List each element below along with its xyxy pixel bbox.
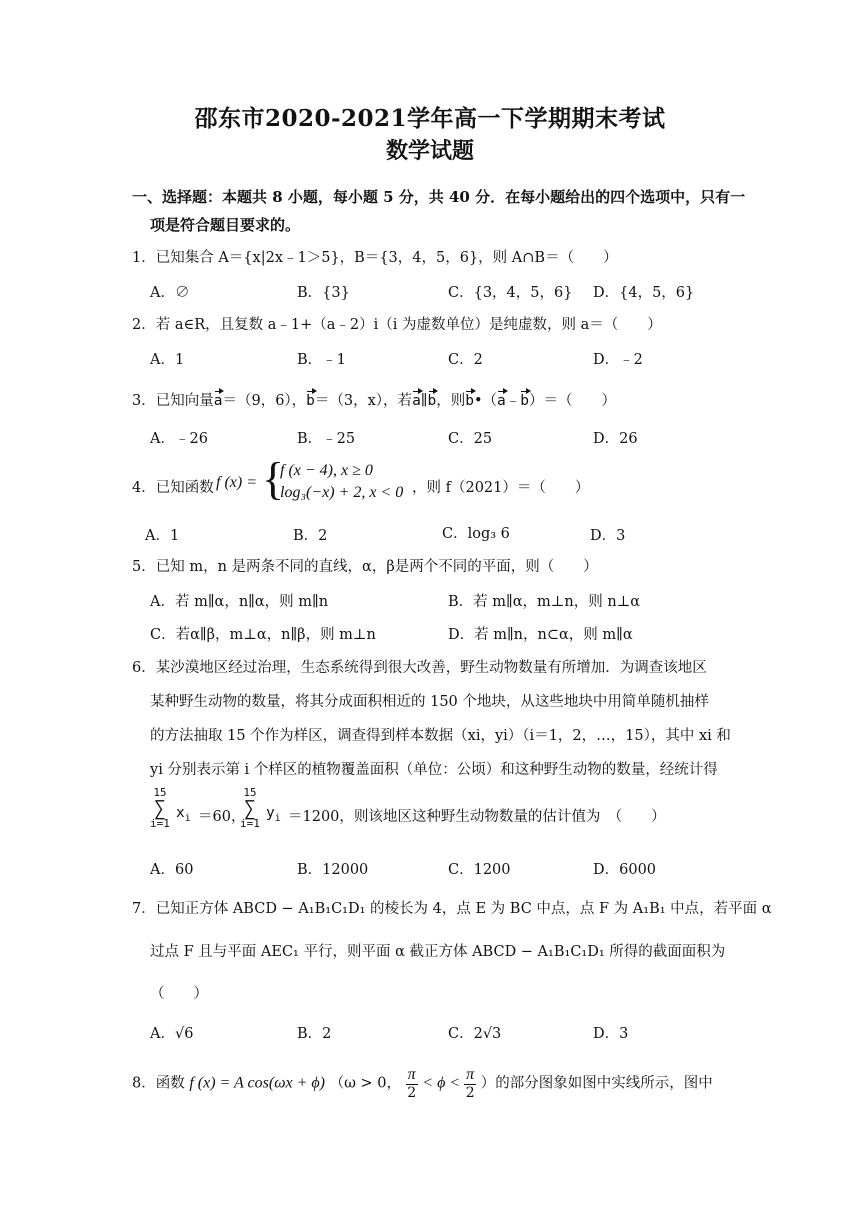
q1-option-a: A．∅ — [150, 285, 190, 301]
y-variable: y — [266, 805, 275, 821]
q3-part1: ＝（9，6）， — [222, 393, 307, 409]
question-4-prefix: 4．已知函数 — [132, 480, 214, 496]
q2-option-a: A．1 — [150, 352, 185, 368]
sigma-symbol: ∑ — [243, 796, 256, 820]
question-6-line-2: 某种野生动物的数量，将其分成面积相近的 150 个地块，从这些地块中用简单随机抽样 — [150, 694, 709, 710]
q1-option-c: C．{3，4，5，6} — [448, 285, 573, 301]
q3-option-b: B．﹣25 — [297, 431, 356, 447]
sigma-symbol: ∑ — [153, 796, 166, 820]
q2-option-b: B．﹣1 — [297, 352, 346, 368]
summation-x — [150, 787, 170, 829]
q8-prefix: 8．函数 — [132, 1075, 185, 1092]
sum-upper-limit: 15 — [243, 786, 257, 799]
question-3-stem — [132, 389, 616, 410]
minus-symbol: ﹣ — [505, 393, 521, 409]
piecewise-case-2: log₃(−x) + 2, x < 0 — [280, 484, 404, 501]
fraction-numerator: π — [407, 1066, 416, 1083]
vector-a: a — [497, 393, 506, 409]
q3-option-a: A．﹣26 — [150, 431, 208, 447]
q7-option-b: B．2 — [297, 1026, 332, 1042]
fraction-numerator: π — [466, 1066, 475, 1083]
q4-option-b: B．2 — [293, 528, 328, 544]
exam-subtitle: 数学试题 — [385, 138, 474, 164]
question-5-stem: 5．已知 m，n 是两条不同的直线，α，β是两个不同的平面，则（ ） — [132, 559, 598, 575]
q8-function: f (x) = A cos(ωx + ϕ) — [189, 1074, 325, 1092]
question-8-line-1 — [132, 1066, 713, 1101]
function-name: f (x) = — [216, 474, 257, 491]
vector-a: a — [412, 393, 421, 409]
q1-option-d: D．{4，5，6} — [593, 285, 695, 301]
question-7-line-2: 过点 F 且与平面 AEC₁ 平行，则平面 α 截正方体 ABCD − A₁B₁C₁D₁ 所得的截面面积为 — [150, 944, 726, 960]
sum-y-equals: ＝1200，则该地区这种野生动物数量的估计值为 （ ） — [288, 809, 666, 825]
q8-suffix: ）的部分图象如图中实线所示，图中 — [480, 1075, 713, 1092]
q6-option-d: D．6000 — [593, 862, 657, 878]
vector-b: b — [520, 393, 529, 409]
sum-lower-limit: i=1 — [240, 817, 260, 830]
question-1-stem: 1．已知集合 A＝{x|2x﹣1＞5}，B＝{3，4，5，6}，则 A∩B＝（ ） — [132, 250, 618, 266]
vector-b: b — [465, 393, 474, 409]
q3-part3: ，则 — [436, 393, 466, 409]
x-variable: x — [176, 805, 185, 821]
piecewise-case-1: f (x − 4), x ≥ 0 — [280, 462, 373, 479]
q8-condition-1: （ω > 0， — [329, 1075, 402, 1092]
q8-inequality: < ϕ < — [422, 1074, 465, 1092]
question-7-line-1: 7．已知正方体 ABCD − A₁B₁C₁D₁ 的棱长为 4，点 E 为 BC 中点，点 F 为 A₁B₁ 中点，若平面 α — [132, 901, 772, 917]
y-subscript: i — [274, 812, 281, 824]
question-7-line-3: （ ） — [150, 986, 208, 1002]
x-subscript: i — [184, 812, 191, 824]
q2-option-d: D．﹣2 — [593, 352, 643, 368]
question-6-line-1: 6．某沙漠地区经过治理，生态系统得到很大改善，野生动物数量有所增加．为调查该地区 — [132, 660, 707, 676]
fraction-denominator: 2 — [407, 1085, 417, 1101]
fraction-denominator: 2 — [465, 1085, 475, 1101]
q6-option-a: A．60 — [150, 862, 194, 878]
question-4-suffix: ，则 f（2021）＝（ ） — [412, 480, 590, 496]
q3-prefix: 3．已知向量 — [132, 393, 214, 409]
sum-term-x — [176, 805, 191, 824]
vector-b: b — [427, 393, 437, 409]
summation-y — [240, 787, 260, 829]
q1-option-b: B．{3} — [297, 285, 350, 301]
q4-option-c: C．log₃ 6 — [442, 526, 510, 542]
fraction-pi-over-2-right — [464, 1066, 476, 1101]
sum-upper-limit: 15 — [153, 786, 167, 799]
vector-b: b — [306, 393, 315, 409]
exam-title: 邵东市2020-2021学年高一下学期期末考试 — [194, 105, 666, 132]
q5-option-b: B．若 m∥α，m⊥n，则 n⊥α — [448, 594, 641, 610]
q6-option-c: C．1200 — [448, 862, 511, 878]
parallel-symbol: ∥ — [420, 393, 428, 409]
sum-lower-limit: i=1 — [150, 817, 170, 830]
q2-option-c: C．2 — [448, 352, 483, 368]
dot-symbol: •（ — [473, 393, 498, 409]
q7-option-d: D．3 — [593, 1026, 629, 1042]
sum-x-equals: ＝60， — [198, 809, 246, 825]
q7-option-a: A．√6 — [150, 1026, 194, 1042]
q4-option-a: A．1 — [145, 528, 180, 544]
question-6-line-3: 的方法抽取 15 个作为样区，调查得到样本数据（xi，yi）（i＝1，2，…，15），其中 xi 和 — [150, 728, 731, 744]
q5-option-c: C．若α∥β，m⊥α，n∥β，则 m⊥n — [150, 627, 376, 643]
question-2-stem: 2．若 a∈R，且复数 a﹣1+（a﹣2）i（i 为虚数单位）是纯虚数，则 a＝（ ） — [132, 317, 662, 333]
q3-option-c: C．25 — [448, 431, 493, 447]
brace-symbol: { — [262, 453, 285, 504]
section-instructions-line2: 项是符合题目要求的。 — [150, 216, 301, 234]
q6-option-b: B．12000 — [297, 862, 369, 878]
fraction-pi-over-2-left — [406, 1066, 418, 1101]
q3-part4: ）＝（ ） — [529, 393, 616, 409]
question-6-line-4: yi 分别表示第 i 个样区的植物覆盖面积（单位：公顷）和这种野生动物的数量，经统计得 — [150, 762, 718, 778]
q5-option-d: D．若 m∥n，n⊂α，则 m∥α — [448, 627, 633, 643]
q7-option-c: C．2√3 — [448, 1026, 502, 1042]
q4-option-d: D．3 — [590, 528, 626, 544]
q5-option-a: A．若 m∥α，n∥α，则 m∥n — [150, 594, 329, 610]
section-instructions-line1: 一、选择题：本题共 8 小题，每小题 5 分，共 40 分．在每小题给出的四个选项中，只有一 — [132, 188, 746, 206]
q3-option-d: D．26 — [593, 431, 638, 447]
q3-part2: ＝（3，x），若 — [314, 393, 413, 409]
sum-term-y — [266, 805, 281, 824]
vector-a: a — [213, 393, 223, 409]
